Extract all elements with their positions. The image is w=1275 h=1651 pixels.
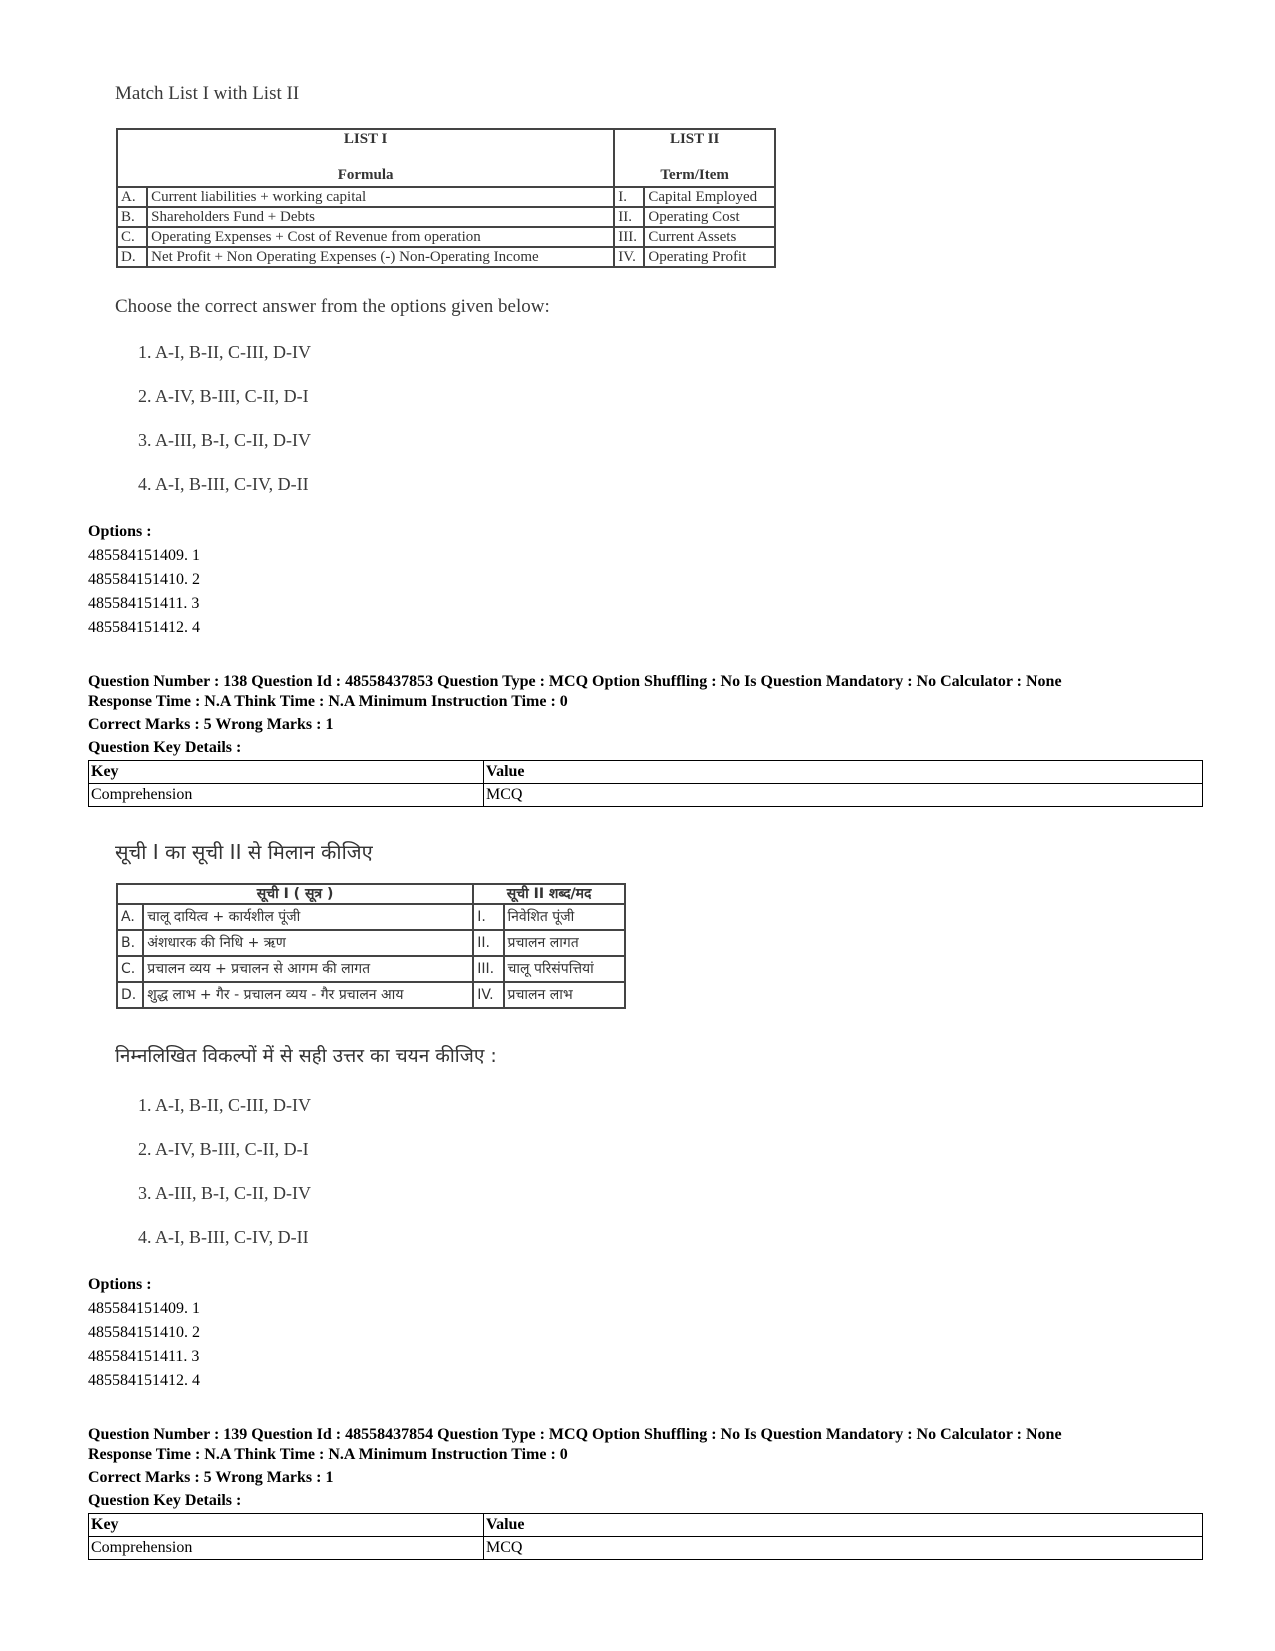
q139-meta: Question Number : 139 Question Id : 48558437854 Question Type : MCQ Option Shuffling : No Is Question Mandatory : No Calculator : None Response Time : N.A Think Time : N.A Minimum Instruction Time : 0 Correct Marks : 5 Wrong Marks : 1 Question Key Details : <box>88 1426 1062 1509</box>
list-row: B. Shareholders Fund + Debts II. Operating Cost <box>117 207 775 227</box>
list1-header: LIST I Formula <box>117 129 614 187</box>
q138-instruction-hindi: सूची I का सूची II से मिलान कीजिए <box>115 840 373 864</box>
q138-meta: Question Number : 138 Question Id : 48558437853 Question Type : MCQ Option Shuffling : No Is Question Mandatory : No Calculator : None Response Time : N.A Think Time : N.A Minimum Instruction Time : 0 Correct Marks : 5 Wrong Marks : 1 Question Key Details : <box>88 673 1062 756</box>
choice-item: 1. A-I, B-II, C-III, D-IV <box>138 1095 311 1115</box>
q138-key-table: Key Value Comprehension MCQ <box>88 760 1203 807</box>
list-row: A. चालू दायित्व + कार्यशील पूंजी I. निवेशित पूंजी <box>117 904 625 930</box>
option-item: 485584151410. 2 <box>88 571 200 588</box>
q137-options: Options : 485584151409. 1 485584151410. 2 485584151411. 3 485584151412. 4 <box>88 520 200 640</box>
q137-choose-text: Choose the correct answer from the options given below: <box>115 296 550 317</box>
q137-instruction: Match List I with List II <box>115 83 300 104</box>
q138-options: Options : 485584151409. 1 485584151410. 2 485584151411. 3 485584151412. 4 <box>88 1273 200 1393</box>
choice-item: 4. A-I, B-III, C-IV, D-II <box>138 474 309 494</box>
choice-item: 2. A-IV, B-III, C-II, D-I <box>138 1139 309 1159</box>
option-item: 485584151409. 1 <box>88 547 200 564</box>
option-item: 485584151412. 4 <box>88 1372 200 1389</box>
list-row: D. शुद्ध लाभ + गैर - प्रचालन व्यय - गैर प्रचालन आय IV. प्रचालन लाभ <box>117 982 625 1008</box>
list-row: B. अंशधारक की निधि + ऋण II. प्रचालन लागत <box>117 930 625 956</box>
choice-item: 3. A-III, B-I, C-II, D-IV <box>138 430 311 450</box>
q138-list-table-hindi <box>116 883 626 1009</box>
option-item: 485584151412. 4 <box>88 619 200 636</box>
choice-item: 3. A-III, B-I, C-II, D-IV <box>138 1183 311 1203</box>
q139-key-table: Key Value Comprehension MCQ <box>88 1513 1203 1560</box>
choice-item: 1. A-I, B-II, C-III, D-IV <box>138 342 311 362</box>
option-item: 485584151409. 1 <box>88 1300 200 1317</box>
list-row: A. Current liabilities + working capital I. Capital Employed <box>117 187 775 207</box>
q137-list-table <box>116 128 776 268</box>
list-row: D. Net Profit + Non Operating Expenses (-) Non-Operating Income IV. Operating Profit <box>117 247 775 267</box>
list2-header: LIST II Term/Item <box>614 129 775 187</box>
option-item: 485584151411. 3 <box>88 1348 200 1365</box>
list-row: C. प्रचालन व्यय + प्रचालन से आगम की लागत III. चालू परिसंपत्तियां <box>117 956 625 982</box>
list1-header-hi: सूची I ( सूत्र ) <box>117 884 473 904</box>
choice-item: 2. A-IV, B-III, C-II, D-I <box>138 386 309 406</box>
option-item: 485584151411. 3 <box>88 595 200 612</box>
option-item: 485584151410. 2 <box>88 1324 200 1341</box>
list-row: C. Operating Expenses + Cost of Revenue from operation III. Current Assets <box>117 227 775 247</box>
list2-header-hi: सूची II शब्द/मद <box>473 884 625 904</box>
choice-item: 4. A-I, B-III, C-IV, D-II <box>138 1227 309 1247</box>
q138-choose-text-hindi: निम्नलिखित विकल्पों में से सही उत्तर का चयन कीजिए : <box>115 1045 497 1067</box>
